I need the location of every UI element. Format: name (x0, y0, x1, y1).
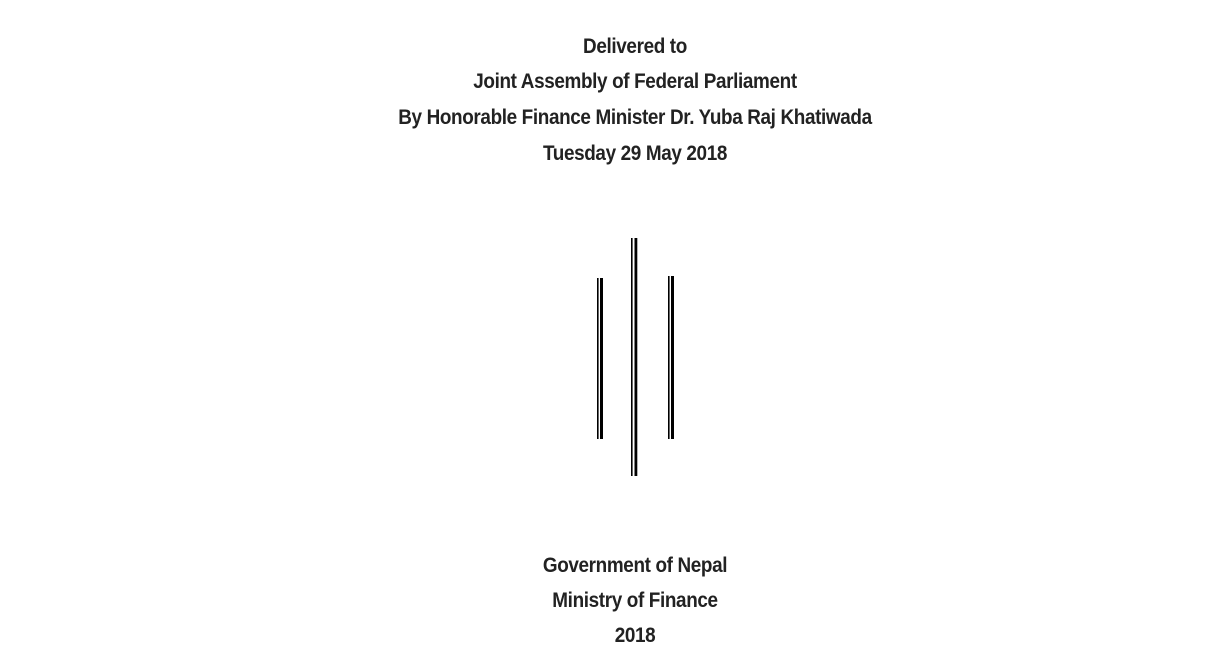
year-text: 2018 (614, 624, 656, 647)
assembly-text: Joint Assembly of Federal Parliament (473, 70, 797, 93)
emblem-right-bar (668, 276, 674, 439)
emblem-center-bar (631, 238, 637, 476)
date-text: Tuesday 29 May 2018 (542, 142, 728, 165)
three-vertical-bars-icon (590, 236, 680, 478)
delivered-to-text: Delivered to (583, 35, 687, 58)
presenter-text: By Honorable Finance Minister Dr. Yuba Raj Khatiwada (398, 106, 872, 129)
government-text: Government of Nepal (542, 554, 728, 577)
ministry-text: Ministry of Finance (552, 589, 718, 612)
emblem-left-bar (597, 278, 603, 439)
